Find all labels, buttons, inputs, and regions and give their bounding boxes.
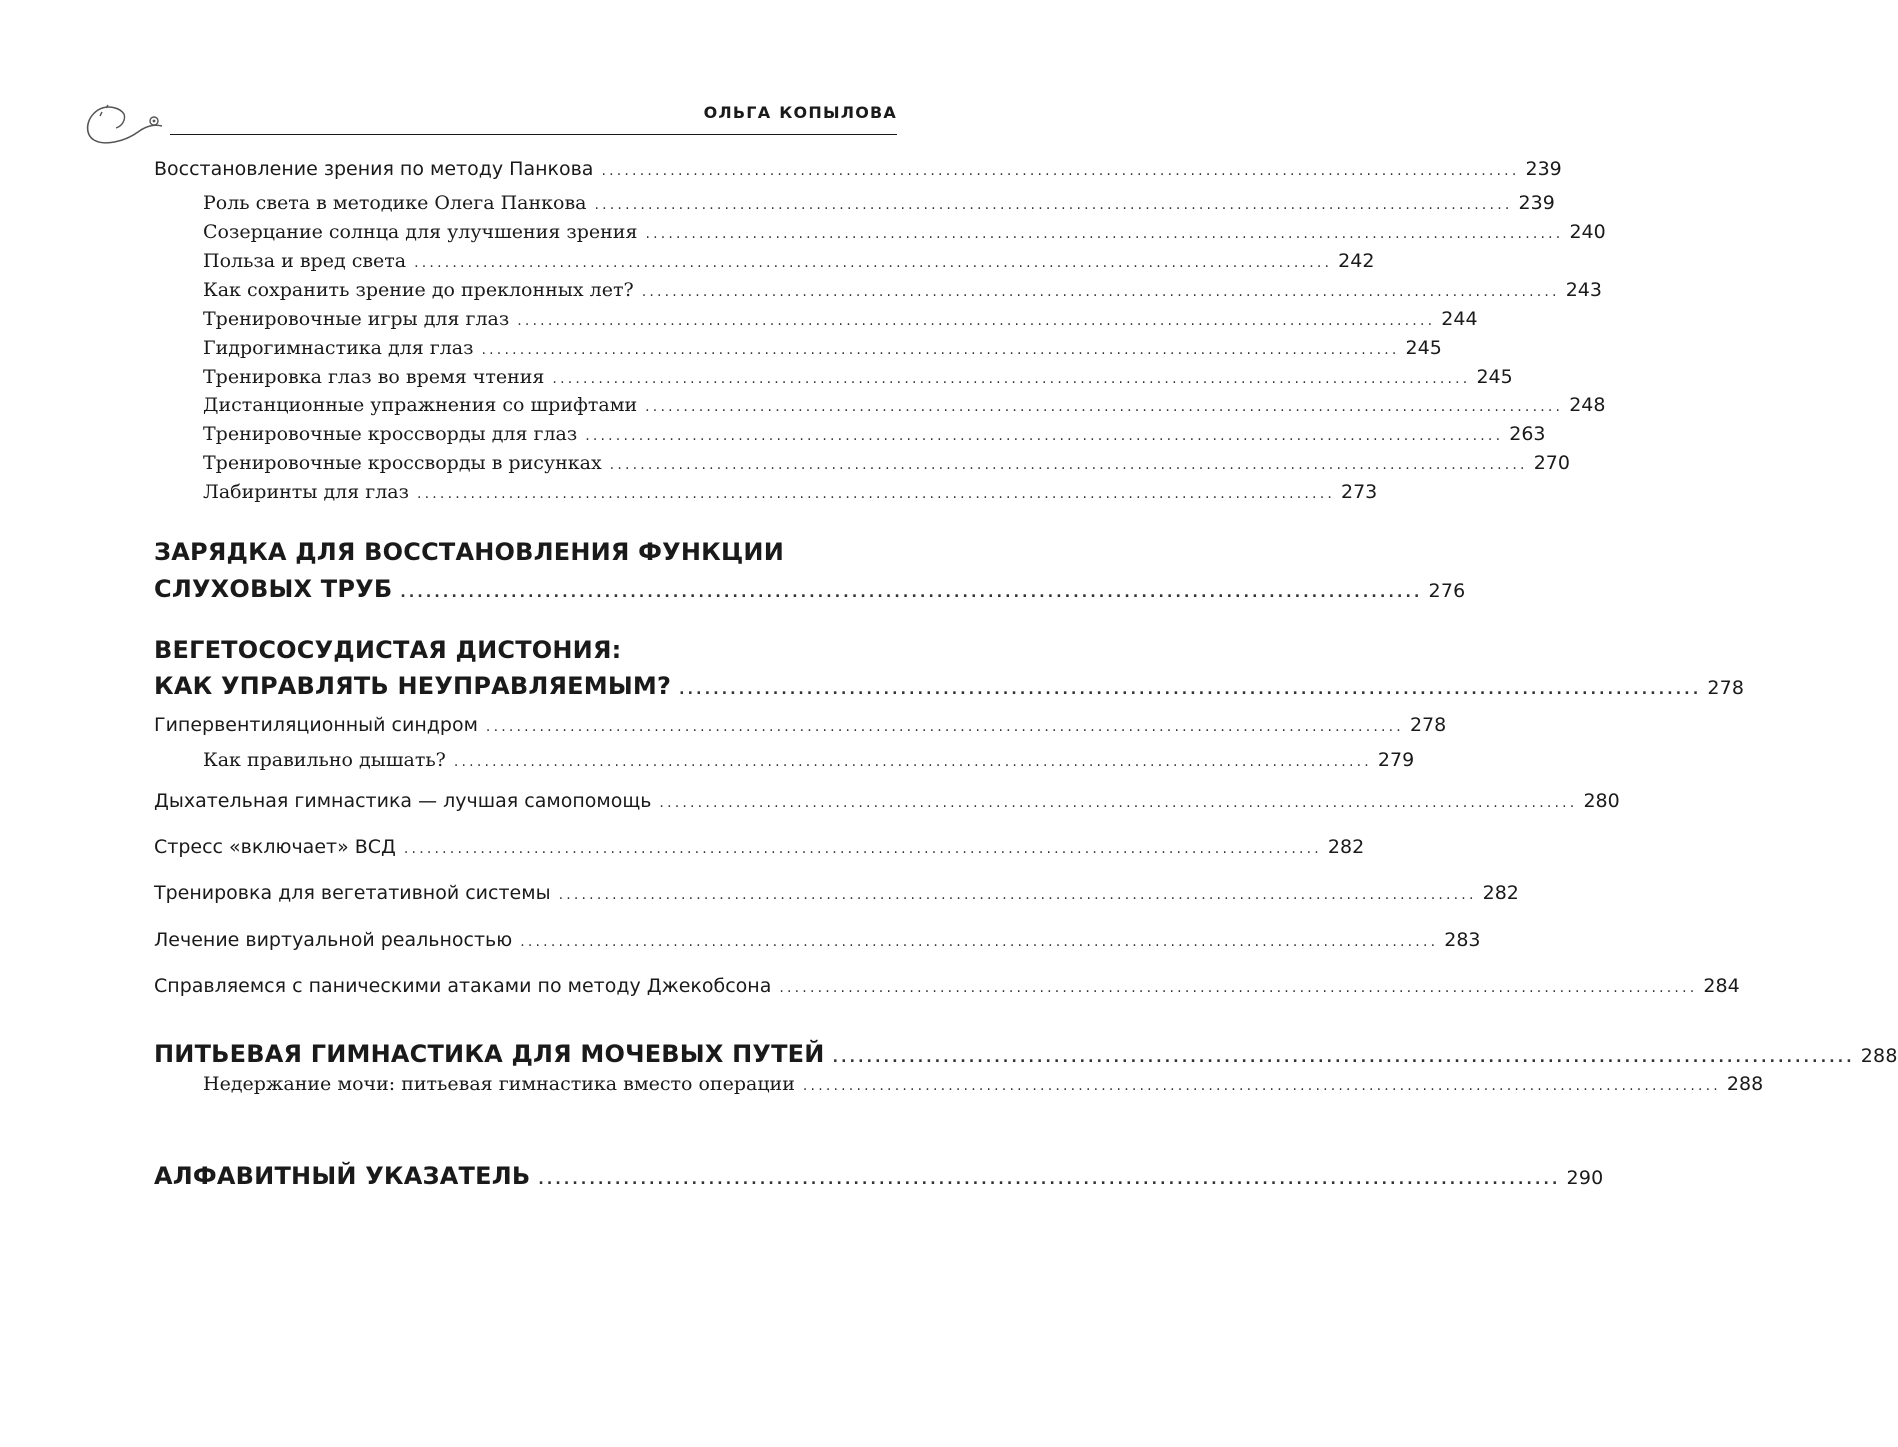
- toc-chapter-title-line1: ВЕГЕТОСОСУДИСТАЯ ДИСТОНИЯ:: [154, 636, 622, 664]
- toc-entry-subsection: [0, 749, 1415, 771]
- toc-entry-page: 243: [1565, 279, 1602, 301]
- toc-entry-subsection: [0, 366, 1513, 388]
- toc-entry-page: 244: [1441, 308, 1478, 330]
- toc-entry-title: Лечение виртуальной реальностью: [154, 929, 513, 951]
- toc-entry-page: 288: [1860, 1045, 1898, 1067]
- stethoscope-icon: [80, 96, 180, 156]
- dot-leader: ........................................................................................................................: [645, 399, 1564, 415]
- toc-entry-section: [0, 790, 1620, 812]
- toc-entry-title: Тренировочные игры для глаз: [203, 308, 510, 330]
- toc-entry-subsection: [0, 337, 1442, 359]
- author-last-name: КОПЫЛОВА: [779, 103, 897, 122]
- dot-leader: ........................................................................................................................: [802, 1078, 1721, 1094]
- dot-leader: ........................................................................................................................: [659, 795, 1578, 811]
- dot-leader: ........................................................................................................................: [585, 428, 1504, 444]
- toc-entry-chapter: [0, 575, 1466, 603]
- dot-leader: ........................................................................................................................: [832, 1050, 1855, 1066]
- toc-entry-page: 278: [1707, 677, 1745, 699]
- toc-chapter-title-line1: ЗАРЯДКА ДЛЯ ВОССТАНОВЛЕНИЯ ФУНКЦИИ: [154, 538, 784, 566]
- dot-leader: ........................................................................................................................: [679, 682, 1702, 698]
- toc-chapter-title-line2: КАК УПРАВЛЯТЬ НЕУПРАВЛЯЕМЫМ?: [154, 672, 672, 700]
- toc-entry-title: Дыхательная гимнастика — лучшая самопомощь: [154, 790, 652, 812]
- toc-entry-page: 248: [1569, 394, 1606, 416]
- toc-entry-subsection: [0, 192, 1555, 214]
- dot-leader: ........................................................................................................................: [517, 313, 1436, 329]
- toc-entry-page: 240: [1569, 221, 1606, 243]
- toc-entry-subsection: [0, 250, 1375, 272]
- toc-chapter-title: ПИТЬЕВАЯ ГИМНАСТИКА ДЛЯ МОЧЕВЫХ ПУТЕЙ: [154, 1040, 825, 1068]
- dot-leader: ........................................................................................................................: [416, 486, 1335, 502]
- toc-entry-page: 279: [1377, 749, 1415, 771]
- toc-entry-title: Восстановление зрения по методу Панкова: [154, 158, 594, 180]
- dot-leader: ........................................................................................................................: [779, 980, 1698, 996]
- toc-entry-subsection: [0, 481, 1378, 503]
- toc-entry-page: 282: [1482, 882, 1519, 904]
- toc-entry-subsection: [0, 1073, 1764, 1095]
- toc-entry-title: Стресс «включает» ВСД: [154, 836, 396, 858]
- toc-entry-page: 288: [1726, 1073, 1764, 1095]
- dot-leader: ........................................................................................................................: [645, 226, 1564, 242]
- dot-leader: ........................................................................................................................: [403, 841, 1322, 857]
- toc-entry-page: 239: [1518, 192, 1555, 214]
- toc-entry-subsection: [0, 452, 1570, 474]
- dot-leader: ........................................................................................................................: [520, 934, 1439, 950]
- toc-entry-section: [0, 929, 1481, 951]
- dot-leader: ........................................................................................................................: [414, 255, 1333, 271]
- toc-entry-section: [0, 714, 1447, 736]
- toc-entry-title: Недержание мочи: питьевая гимнастика вместо операции: [203, 1073, 795, 1095]
- toc-entry-title: Гипервентиляционный синдром: [154, 714, 478, 736]
- dot-leader: ........................................................................................................................: [538, 1172, 1561, 1188]
- dot-leader: ........................................................................................................................: [400, 585, 1423, 601]
- author-first-name: ОЛЬГА: [703, 103, 772, 122]
- dot-leader: ........................................................................................................................: [641, 284, 1560, 300]
- toc-entry-title: Созерцание солнца для улучшения зрения: [203, 221, 638, 243]
- toc-entry-title: Как правильно дышать?: [203, 749, 446, 771]
- toc-entry-title: Тренировка для вегетативной системы: [154, 882, 551, 904]
- header-rule: [170, 134, 897, 135]
- toc-entry-title: Справляемся с паническими атаками по методу Джекобсона: [154, 975, 772, 997]
- toc-entry-chapter: [0, 1040, 1898, 1068]
- toc-entry-chapter: [0, 672, 1745, 700]
- dot-leader: ........................................................................................................................: [453, 754, 1372, 770]
- toc-entry-subsection: [0, 221, 1606, 243]
- toc-chapter-title-line2: СЛУХОВЫХ ТРУБ: [154, 575, 393, 603]
- dot-leader: ........................................................................................................................: [552, 371, 1471, 387]
- dot-leader: ........................................................................................................................: [558, 887, 1477, 903]
- toc-entry-page: 239: [1525, 158, 1562, 180]
- toc-entry-subsection: [0, 423, 1546, 445]
- toc-entry-page: 278: [1409, 714, 1447, 736]
- toc-entry-section: [0, 882, 1519, 904]
- toc-entry-subsection: [0, 394, 1606, 416]
- toc-entry-page: 280: [1583, 790, 1620, 812]
- toc-entry-page: 242: [1338, 250, 1375, 272]
- toc-entry-title: Как сохранить зрение до преклонных лет?: [203, 279, 634, 301]
- toc-entry-page: 284: [1703, 975, 1740, 997]
- dot-leader: ........................................................................................................................: [481, 342, 1400, 358]
- toc-entry-title: Тренировочные кроссворды для глаз: [203, 423, 578, 445]
- toc-entry-title: Тренировочные кроссворды в рисунках: [203, 452, 602, 474]
- dot-leader: ........................................................................................................................: [609, 457, 1528, 473]
- toc-entry-page: 290: [1566, 1167, 1604, 1189]
- toc-entry-page: 276: [1428, 580, 1466, 602]
- toc-entry-page: 245: [1405, 337, 1442, 359]
- toc-entry-section: [0, 836, 1365, 858]
- toc-entry-page: 283: [1444, 929, 1481, 951]
- toc-entry-section: [0, 158, 1562, 180]
- toc-entry-title: Гидрогимнастика для глаз: [203, 337, 474, 359]
- toc-entry-chapter: [0, 1162, 1604, 1190]
- toc-entry-title: Польза и вред света: [203, 250, 407, 272]
- toc-entry-page: 282: [1327, 836, 1365, 858]
- toc-entry-section: [0, 975, 1740, 997]
- toc-entry-page: 245: [1476, 366, 1513, 388]
- toc-entry-subsection: [0, 308, 1478, 330]
- toc-entry-title: Лабиринты для глаз: [203, 481, 409, 503]
- toc-entry-subsection: [0, 279, 1602, 301]
- toc-entry-title: Дистанционные упражнения со шрифтами: [203, 394, 638, 416]
- toc-entry-title: Роль света в методике Олега Панкова: [203, 192, 587, 214]
- toc-entry-page: 273: [1341, 481, 1378, 503]
- dot-leader: ........................................................................................................................: [594, 197, 1513, 213]
- toc-entry-page: 263: [1509, 423, 1546, 445]
- dot-leader: ........................................................................................................................: [601, 163, 1520, 179]
- running-header-author: [704, 103, 897, 122]
- toc-chapter-title: АЛФАВИТНЫЙ УКАЗАТЕЛЬ: [154, 1162, 531, 1190]
- toc-entry-page: 270: [1533, 452, 1570, 474]
- toc-entry-title: Тренировка глаз во время чтения: [203, 366, 545, 388]
- dot-leader: ........................................................................................................................: [485, 719, 1404, 735]
